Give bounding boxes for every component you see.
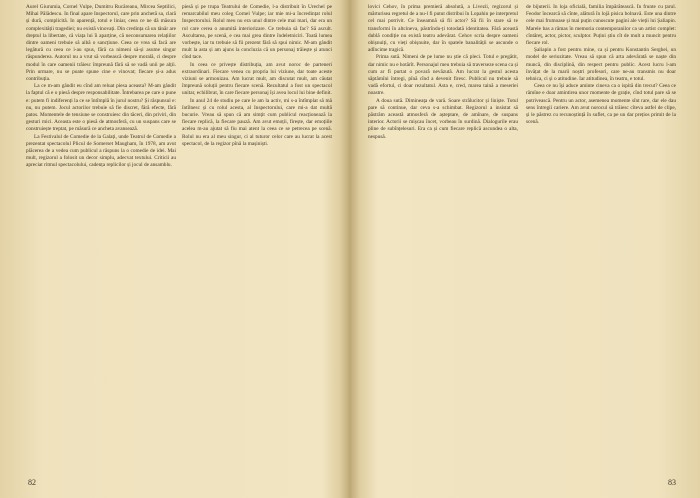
page-number: 83: [668, 478, 676, 487]
paragraph: Prima sută. Nimeni de pe lume nu știe că pleci. Totul e pregătit, dar nimic nu e hotărît. Personajul meu trebuia să traverseze scena ca și cum ar fi purtat o povară nevăzută. Am lucrat la gestul acesta săptămîni întregi, pînă cînd a devenit firesc. Publicul nu trebuie să vadă efortul, ci doar rezultatul. Asta e, cred, marea taină a meseriei noastre.: [368, 54, 518, 97]
paragraph: Șaliapin a fost pentru mine, ca și pentru Konstantin Serghei, un model de seriozitate. Vreau să spun că arta adevărată se naște din muncă, din disciplină, din respect pentru public. Acest lucru l-am învățat de la marii noștri profesori, care ne-au transmis nu doar tehnica, ci și o atitudine. Iar atitudinea, în teatru, e totul.: [526, 47, 676, 83]
paragraph: piesă și pe trupa Teatrului de Comedie, l-a distribuit în Urechel pe remarcabilul meu coleg Cornel Vulpe; iar mie mi-a încredințat rolul Inspectorului. Rolul meu nu era unul dintre cele mai mari, dar era un rol care cerea o anumită interiorizare. Ce trebuia să fac? Să ascult. Ascultarea, pe scenă, e cea mai grea dintre îndeletniciri. Toată lumea vorbește, iar tu trebuie să fii prezent fără să spui nimic. M-am gândit mult la asta și am ajuns la concluzia că un personaj trăiește și atunci cînd tace.: [182, 4, 332, 61]
paragraph: La Festivalul de Comedie de la Galați, unde Teatrul de Comedie a prezentat spectacolul Plicul de Somerset Maugham, în 1978, am avut plăcerea de a vedea cum publicul a răspuns la o comedie de idei. Mai mult, regizorul a folosit un decor simplu, adecvat textului. Criticii au apreciat ritmul spectacolului, cadența replicilor și jocul de ansamblu.: [26, 133, 176, 169]
paragraph: A doua sută. Dimineața de vară. Soare strălucitor și liniște. Totul pare să continue, dar ceva s-a schimbat. Regizorul a insistat să păstrăm această atmosferă de așteptare, de amînare, de suspans interior. Actorii se mișcau încet, vorbeau în surdină. Dialogurile erau pline de subînțelesuri. Era ca și cum fiecare replică ascundea o alta, nespusă.: [368, 97, 518, 140]
paragraph: de bijuterii. In loja oficială, familia împărătească. În frunte cu țarul. Feodor încearcă să cînte, alătură în lojă pisica bolnavă. Este una dintre cele mai frumoase și mai puțin cunoscute pagini ale vieții lui Șaliapin. Marele bas a rămas în memoria contemporanilor ca un artist complet: cîntăreț, actor, pictor, sculptor. Puțini știu cît de mult a muncit pentru fiecare rol.: [526, 4, 676, 47]
paragraph: lovici Cehov, în prima premieră absolută, a Livezii, regizorul și mărturisea regretul de a nu-l fi putut distribui în Lopahin pe interpretul cel mai potrivit. Ce înseamnă să fii actor? Să fii în stare să te transformi în altcineva, păstrîndu-ți totodată identitatea. Fără această dublă condiție nu există teatru adevărat. Cehov scria despre oameni obișnuiți, cu vieți obișnuite, dar în spatele banalității se ascunde o adîncime tragică.: [368, 4, 518, 54]
right-page: [350, 0, 700, 498]
paragraph: La ce m-am gândit eu cînd am reluat piesa aceasta? M-am gândit la faptul că e o piesă despre responsabilitate. Întrebarea pe care o pune e: putem fi indiferenți la ce se întîmplă în jurul nostru? Și răspunsul e: nu, nu putem. Jocul actorilor trebuie să fie discret, fără efecte, fără patos. Momentele de tensiune se construiesc din tăceri, din priviri, din gesturi mici. Aceasta este o piesă de atmosferă, cu un suspans care se construiește treptat, pe măsură ce ancheta avansează.: [26, 83, 176, 133]
paragraph: Aurel Giurumia, Cornel Vulpe, Dumitru Rucăreanu, Mircea Septilici, Mihai Pălădescu. In final apare Inspectorul, care prin anchetă sa, clară și dură, complicită. In aparență, totul e liniar, ceea ce ne dă măsura complexității tragediei; nu există vinovați. Din credința că un tânăr are dreptul la libertate, că viața lui îi aparține, că neconsumarea relațiilor dintre oameni trebuie să aibă o sancțiune. Ceea ce vrea să facă are legătură cu ceea ce i-au spus, fără ca nimeni să-și asume singur răspunderea. Autorul nu a vrut să vorbească despre morală, ci despre modul în care oamenii trăiesc împreună fără să se vadă unii pe alții. Prin urmare, nu se poate spune cine e vinovat; fiecare și-a adus contribuția.: [26, 4, 176, 83]
left-column-2: [182, 4, 332, 456]
left-column-1: [26, 4, 176, 456]
paragraph: In ceea ce privește distribuția, am avut noroc de parteneri extraordinari. Fiecare venea cu propria lui viziune, dar toate aceste viziuni se armonizau. Am lucrat mult, am discutat mult, am căutat împreună soluții pentru fiecare scenă. Rezultatul a fost un spectacol unitar, echilibrat, în care fiecare personaj își avea locul lui bine definit.: [182, 61, 332, 97]
page-number: 82: [28, 478, 36, 487]
paragraph: In anul 24 de studiu pe care le am la activ, mi s-a întîmplat să mă întîlnesc și cu rolul acesta, al Inspectorului, care mi-a dat multă bucurie. Vreau să spun că am simțit cum publicul reacționează la fiecare replică, la fiecare pauză. Am avut emoții, firește, dar emoțiile acelea m-au ajutat să fiu mai atent la ceea ce se petrecea pe scenă. Rolul nu era al meu singur, ci al tuturor celor care au lucrat la acest spectacol, de la regizor pînă la mașiniști.: [182, 97, 332, 147]
paragraph: Ceea ce nu își aduce aminte cineva ca o ispită din trecut? Ceea ce rămîne e doar amintirea unor momente de grație, cînd totul pare să se potrivească. Pentru un actor, asemenea momente sînt rare, dar ele dau sens întregii cariere. Am avut norocul să trăiesc cîteva astfel de clipe, și le păstrez cu recunoștință în suflet, ca pe un dar prețios primit de la scenă.: [526, 83, 676, 126]
right-column-2: [526, 4, 676, 456]
right-column-1: [368, 4, 518, 456]
